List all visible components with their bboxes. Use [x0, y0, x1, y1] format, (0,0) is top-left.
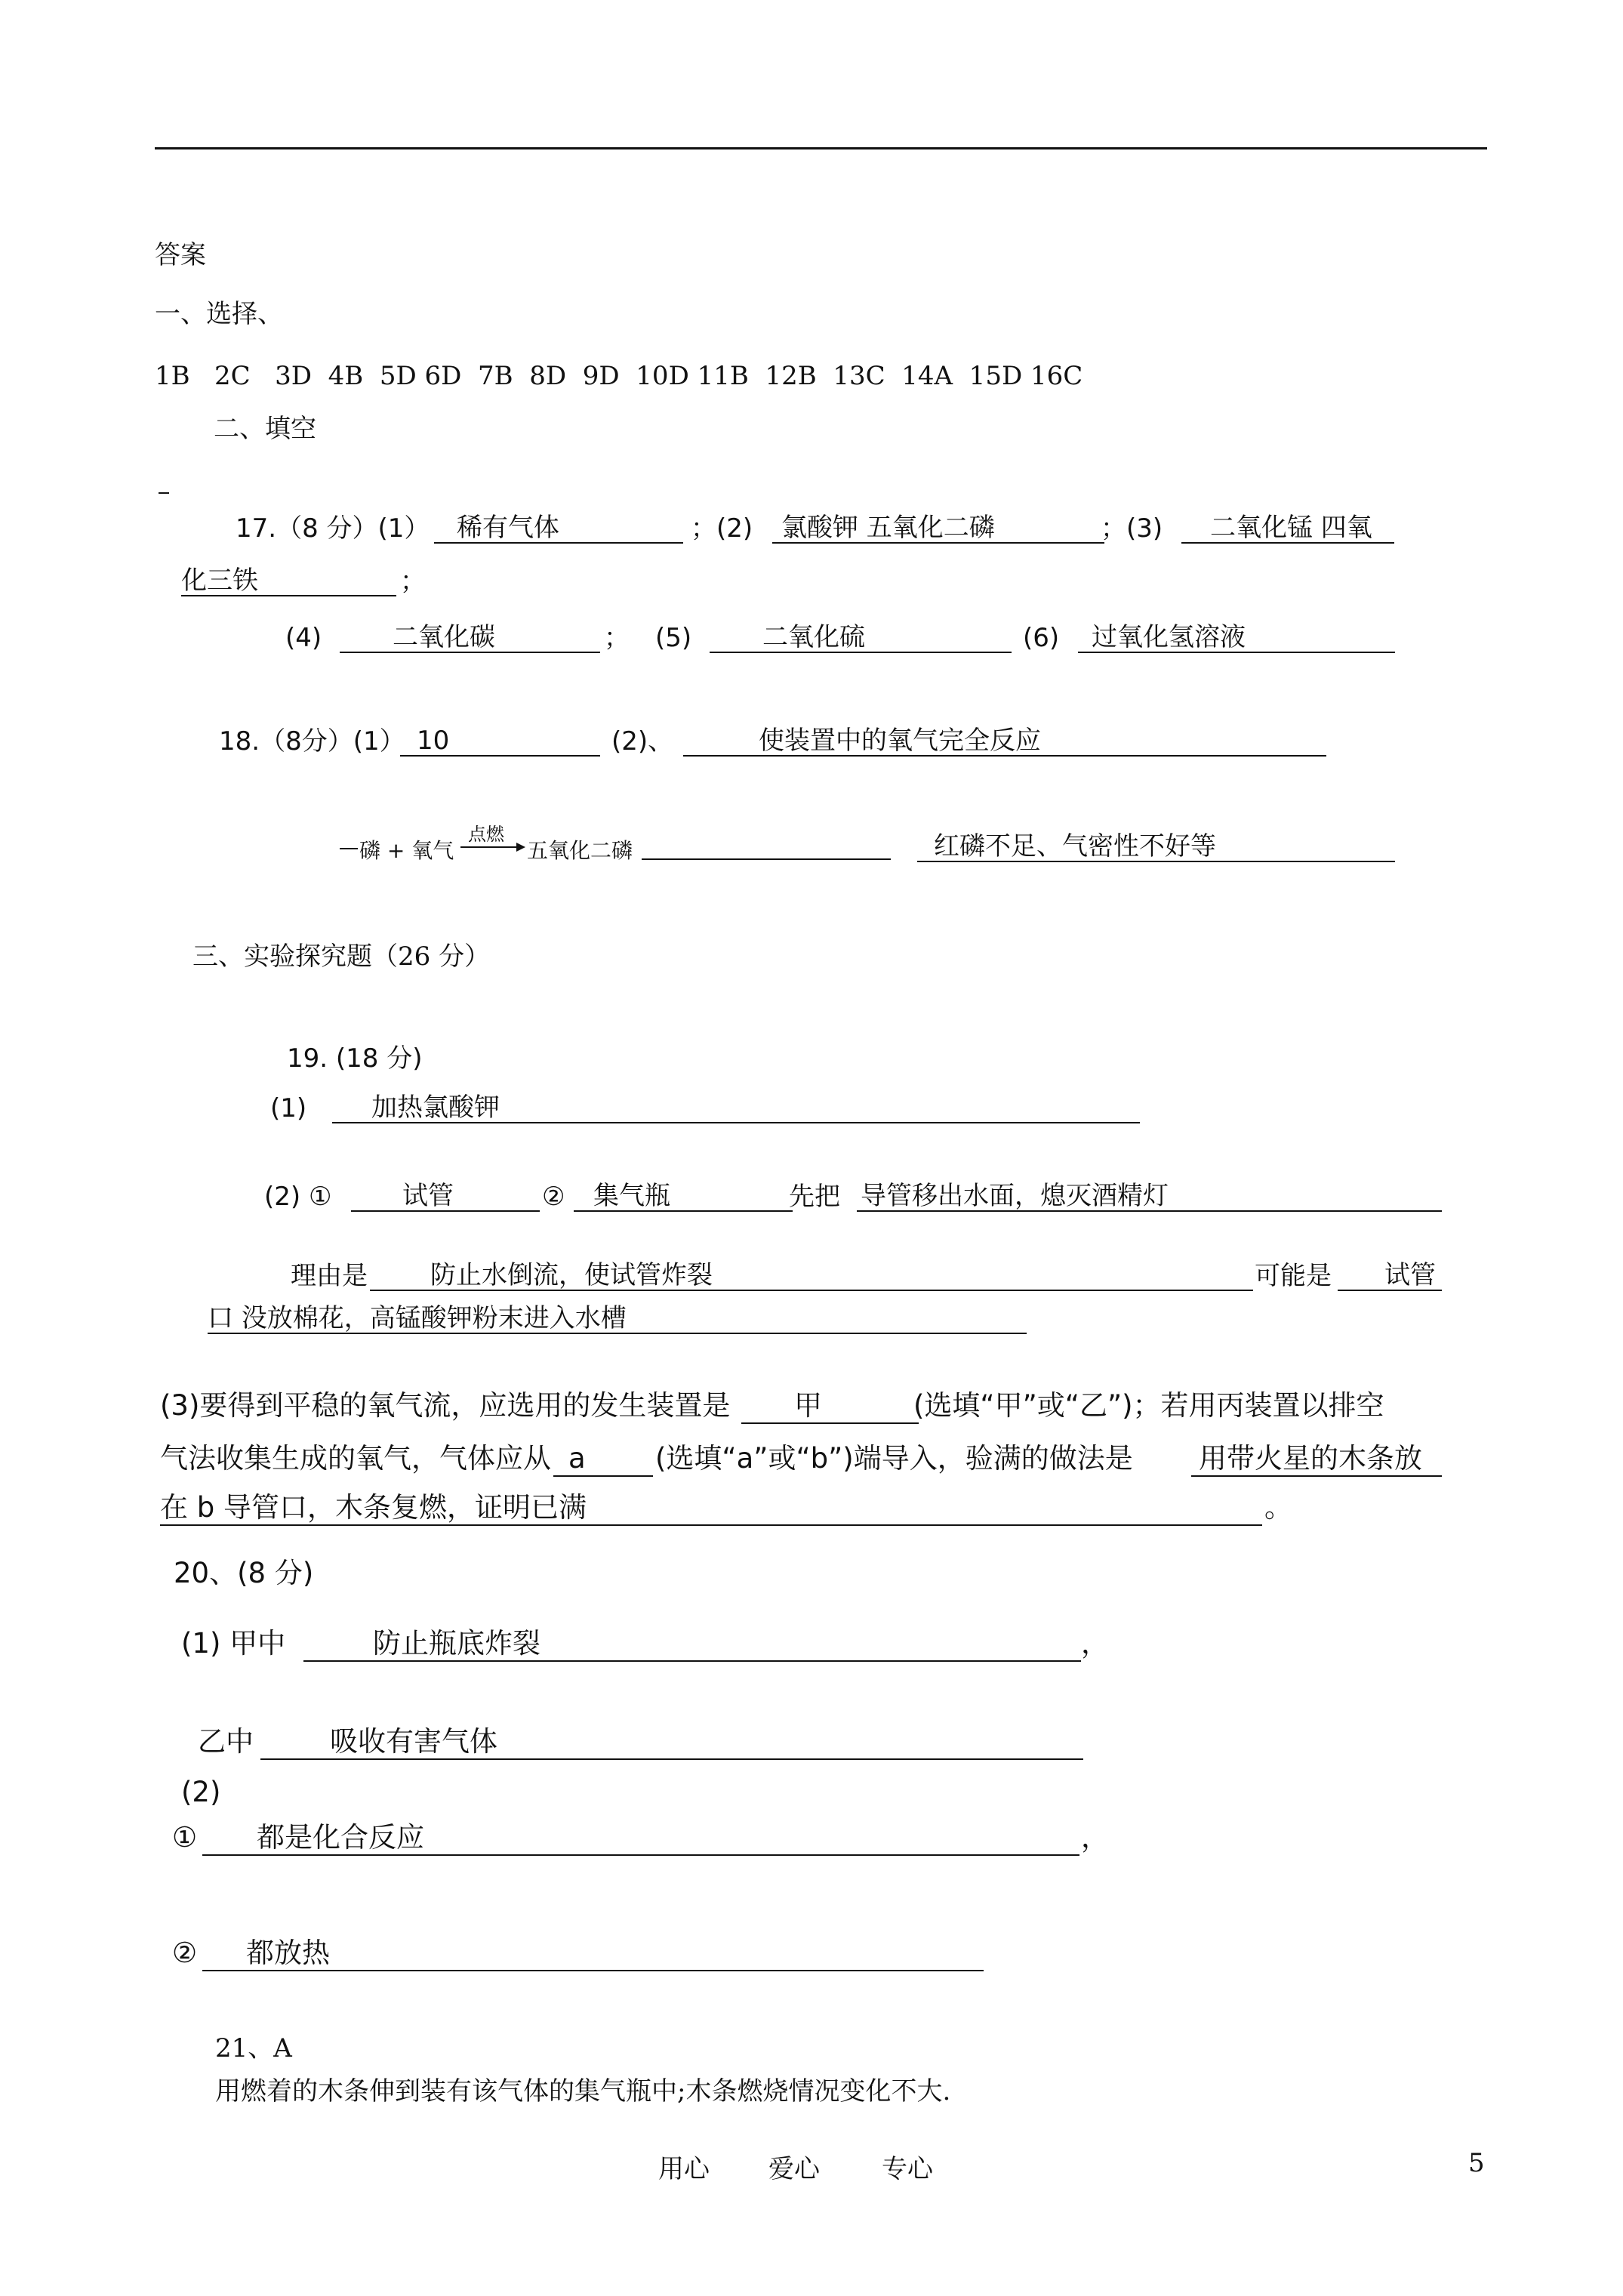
q20-answer-1: 防止瓶底炸裂	[303, 1627, 1081, 1662]
q18-answer-1: 10	[400, 726, 600, 757]
q19-title: 19. (18 分)	[287, 1043, 423, 1074]
q19-answer-2b: 集气瓶	[574, 1182, 793, 1212]
q18-answer-4: 红磷不足、气密性不好等	[917, 832, 1395, 862]
q20-part1b-label: 乙中	[198, 1725, 254, 1758]
q18-part2-label: (2)、	[611, 726, 674, 757]
equation-product: 五氧化二磷	[527, 838, 633, 863]
q17-part4-sep: ；	[604, 623, 630, 653]
q17-answer-2: 氯酸钾 五氧化二磷	[772, 513, 1104, 544]
q19-part3-text-d: (选填“a”或“b”)端导入，验满的做法是	[655, 1442, 1133, 1475]
q19-part2c-label: 先把	[789, 1182, 840, 1212]
q17-answer-3b: 化三铁	[181, 566, 396, 596]
q17-part3-label: ；(3)	[1101, 513, 1163, 544]
q21-answer: 用燃着的木条伸到装有该气体的集气瓶中;木条燃烧情况变化不大.	[215, 2076, 951, 2106]
header-rule	[155, 147, 1487, 149]
q17-answer-3a: 二氧化锰 四氧	[1181, 513, 1394, 544]
q17-answer-4: 二氧化碳	[340, 623, 600, 653]
q19-part3-text-b: (选填“甲”或“乙”)；若用丙装置以排空	[913, 1389, 1384, 1422]
q20-part2-label: (2)	[181, 1776, 221, 1808]
q17-answer-1: 稀有气体	[434, 513, 683, 544]
q17-answer-5: 二氧化硫	[710, 623, 1012, 653]
page-number: 5	[1468, 2148, 1485, 2178]
q19-answer-2a: 试管	[351, 1182, 540, 1212]
q20-circle-2: ②	[172, 1937, 198, 1969]
q20-answer-2b: 都放热	[202, 1937, 984, 1971]
q19-answer-3b: a	[553, 1442, 653, 1477]
q20-part1-label: (1) 甲中	[181, 1627, 286, 1660]
equation-condition: 点燃	[468, 824, 504, 845]
q20-answer-2a: 都是化合反应	[202, 1821, 1079, 1856]
q20-comma-2: ，	[1081, 1821, 1109, 1854]
footer-middle: 爱心	[768, 2154, 820, 2184]
q17-answer-6: 过氧化氢溶液	[1078, 623, 1395, 653]
q17-part6-label: (6)	[1023, 623, 1060, 653]
q19-maybe-label: 可能是	[1255, 1261, 1332, 1291]
choice-answers: 1B 2C 3D 4B 5D 6D 7B 8D 9D 10D 11B 12B 13C 14A 15D 16C	[155, 361, 1083, 391]
q17-part3-end: ；	[400, 566, 426, 596]
q21-title: 21、A	[215, 2033, 292, 2063]
equation-arrowhead	[516, 843, 525, 852]
section3-heading: 三、实验探究题（26 分）	[192, 942, 491, 972]
q19-maybe-b: 口 没放棉花，高锰酸钾粉末进入水槽	[208, 1304, 1027, 1334]
q19-part3-end: 。	[1264, 1491, 1292, 1524]
q17-part5-label: (5)	[655, 623, 692, 653]
q19-maybe-a: 试管	[1338, 1261, 1442, 1291]
q20-circle-1: ①	[172, 1821, 198, 1854]
q17-prefix: 17.（8 分）(1）	[236, 513, 430, 544]
q19-answer-3: 甲	[741, 1389, 919, 1424]
answer-title: 答案	[155, 240, 206, 270]
q19-reason-label: 理由是	[291, 1261, 368, 1291]
q20-title: 20、(8 分)	[174, 1557, 314, 1589]
q19-answer-3d: 在 b 导管口，木条复燃，证明已满	[160, 1491, 1262, 1526]
section1-heading: 一、选择、	[155, 299, 283, 329]
q20-comma-1: ，	[1081, 1627, 1109, 1660]
q19-circle-2: ②	[542, 1182, 565, 1212]
q17-part2-label: ；(2)	[691, 513, 753, 544]
equation-arrow	[460, 846, 519, 848]
stray-dash	[159, 492, 169, 494]
q19-part3-text-c: 气法收集生成的氧气，气体应从	[160, 1442, 551, 1475]
equation-blank-trail	[642, 858, 891, 860]
q19-part2-label: (2) ①	[264, 1182, 332, 1212]
q19-reason: 防止水倒流，使试管炸裂	[370, 1261, 1253, 1291]
footer-right: 专心	[882, 2154, 933, 2184]
section2-heading: 二、填空	[214, 414, 316, 444]
q18-prefix: 18.（8分）(1）	[219, 726, 405, 757]
equation-blank-lead	[340, 848, 358, 849]
q19-answer-2c: 导管移出水面，熄灭酒精灯	[857, 1182, 1442, 1212]
q19-answer-3c: 用带火星的木条放	[1191, 1442, 1442, 1477]
q19-answer-1: 加热氯酸钾	[332, 1093, 1140, 1123]
q19-part1-label: (1)	[270, 1093, 307, 1123]
q17-part4-label: (4)	[285, 623, 322, 653]
q18-answer-2: 使装置中的氧气完全反应	[683, 726, 1326, 757]
footer-left: 用心	[658, 2154, 710, 2184]
q19-part3-text: (3)要得到平稳的氧气流，应选用的发生装置是	[160, 1389, 731, 1422]
equation-reactants: 磷 + 氧气	[359, 838, 454, 863]
q20-answer-1b: 吸收有害气体	[260, 1725, 1083, 1760]
